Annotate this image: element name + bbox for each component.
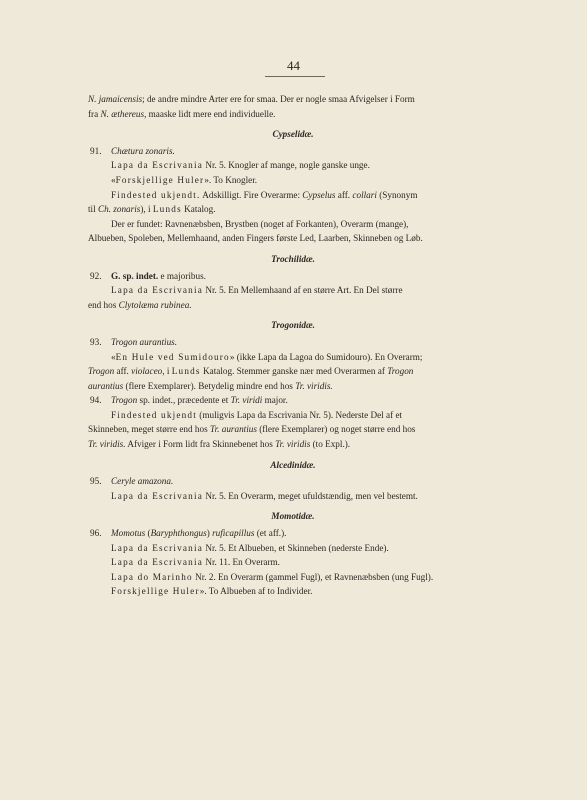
text-line: 93. Trogon aurantius. xyxy=(90,336,178,347)
text-line: Albueben, Spoleben, Mellemhaand, anden Fingers første Led, Laarben, Skinneben og Løb. xyxy=(88,233,423,244)
text-line: Findested ukjendt (muligvis Lapa da Escrivania Nr. 5). Nederste Del af et xyxy=(111,409,403,420)
text-line: Trogon aff. violaceo, i Lunds Katalog. Stemmer ganske nær med Overarmen af Trogon xyxy=(88,366,414,377)
family-heading: Cypselidæ. xyxy=(272,129,314,140)
family-heading: Trogonidæ. xyxy=(271,320,315,331)
text-line: 96. Momotus (Baryphthongus) ruficapillus (et aff.). xyxy=(90,528,287,539)
text-line: Lapa da Escrivania Nr. 5. En Mellemhaand af en større Art. En Del større xyxy=(111,285,403,296)
text-line: Tr. viridis. Afviger i Form lidt fra Skinnebenet hos Tr. viridis (to Expl.). xyxy=(88,439,351,450)
text-line: Lapa da Escrivania Nr. 5. Knogler af mange, nogle ganske unge. xyxy=(111,160,370,171)
text-line: Lapa da Escrivania Nr. 11. En Overarm. xyxy=(111,557,280,568)
page-number-rule xyxy=(265,76,325,77)
text-line: aurantius (flere Exemplarer). Betydelig mindre end hos Tr. viridis. xyxy=(88,380,333,391)
family-heading: Momotidæ. xyxy=(271,511,315,522)
text-line: Findested ukjendt. Adskilligt. Fire Overarme: Cypselus aff. collari (Synonym xyxy=(111,189,418,200)
text-line: N. jamaicensis; de andre mindre Arter ere for smaa. Der er nogle smaa Afvigelser i Form xyxy=(88,94,415,104)
text-line: «En Hule ved Sumidouro» (ikke Lapa da Lagoa do Sumidouro). En Overarm; xyxy=(111,351,423,362)
text-line: Lapa da Escrivania Nr. 5. En Overarm, meget ufuldstændig, men vel bestemt. xyxy=(111,490,418,501)
family-heading: Trochilidæ. xyxy=(271,253,315,264)
text-line: Forskjellige Huler». To Albueben af to Individer. xyxy=(111,586,313,597)
text-line: 91. Chætura zonaris. xyxy=(90,145,175,156)
text-line: til Ch. zonaris), i Lunds Katalog. xyxy=(88,204,216,215)
text-line: Lapa do Marinho Nr. 2. En Overarm (gammel Fugl), et Ravnenæbsben (ung Fugl). xyxy=(111,571,434,582)
text-line: 92. G. sp. indet. e majoribus. xyxy=(90,270,206,281)
text-line: end hos Clytolæma rubinea. xyxy=(88,299,192,310)
text-line: Lapa da Escrivania Nr. 5. Et Albueben, et Skinneben (nederste Ende). xyxy=(111,542,389,553)
text-line: 94. Trogon sp. indet., præcedente et Tr. viridi major. xyxy=(90,395,288,406)
page-number: 44 xyxy=(287,58,300,73)
page-text xyxy=(88,92,498,599)
text-line: 95. Ceryle amazona. xyxy=(90,476,174,487)
text-line: Skinneben, meget større end hos Tr. aurantius (flere Exemplarer) og noget større end hos xyxy=(88,424,416,435)
text-line: fra N. æthereus, maaske lidt mere end individuelle. xyxy=(88,108,276,119)
text-line: «Forskjellige Huler». To Knogler. xyxy=(111,174,258,185)
family-heading: Alcedinidæ. xyxy=(270,459,316,470)
text-line: Der er fundet: Ravnenæbsben, Brystben (noget af Forkanten), Overarm (mange), xyxy=(111,218,409,229)
